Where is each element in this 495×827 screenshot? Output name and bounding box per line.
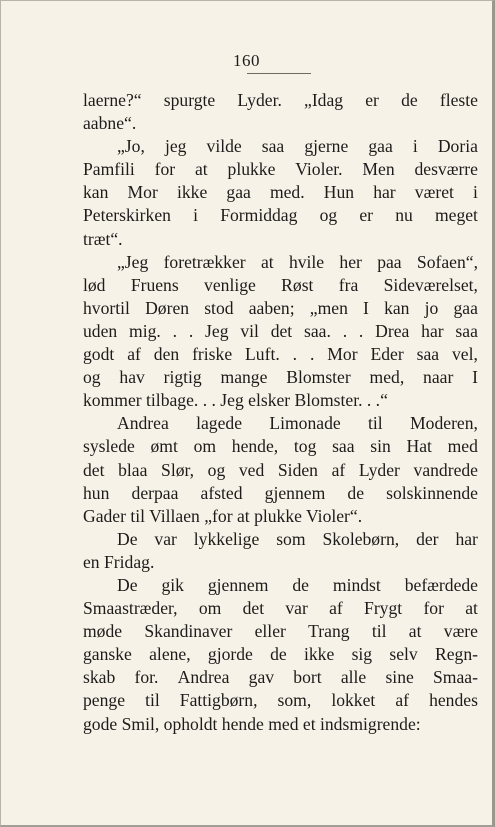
paragraph	[83, 89, 478, 135]
body-text	[83, 89, 478, 736]
text-line: gode Smil, opholdt hende med et indsmigrende:	[83, 713, 421, 734]
text-line: De gik gjennem de mindst befærdede	[117, 574, 478, 595]
text-line: ganske alene, gjorde de ikke sig selv Regn-	[83, 644, 478, 665]
paragraph	[83, 574, 478, 736]
text-line: kan Mor ikke gaa med. Hun har været i	[83, 182, 478, 203]
paragraph	[83, 251, 478, 413]
text-line: det blaa Slør, og ved Siden af Lyder vandrede	[83, 459, 478, 480]
text-line: „Jeg foretrækker at hvile her paa Sofaen“,	[117, 251, 478, 272]
paragraph	[83, 528, 478, 574]
text-line: møde Skandinaver eller Trang til at være	[83, 621, 478, 642]
paragraph	[83, 412, 478, 527]
text-line: Peterskirken i Formiddag og er nu meget	[83, 205, 478, 226]
text-line: Andrea lagede Limonade til Moderen,	[117, 413, 478, 434]
text-line: hun derpaa afsted gjennem de solskinnende	[83, 482, 478, 503]
text-line: træt“.	[83, 228, 123, 249]
text-line: kommer tilbage. . . Jeg elsker Blomster. . .“	[83, 390, 388, 411]
paragraph	[83, 135, 478, 250]
text-line: godt af den friske Luft. . . Mor Eder saa vel,	[83, 344, 478, 365]
text-line: syslede ømt om hende, tog saa sin Hat med	[83, 436, 478, 457]
text-line: De var lykkelige som Skolebørn, der har	[117, 528, 478, 549]
text-line: en Fridag.	[83, 551, 155, 572]
text-line: uden mig. . . Jeg vil det saa. . . Drea har saa	[83, 320, 478, 341]
header-rule	[247, 73, 311, 74]
text-line: lød Fruens venlige Røst fra Sideværelset,	[83, 274, 478, 295]
text-line: Pamfili for at plukke Violer. Men desværre	[83, 159, 478, 180]
text-line: Smaastræder, om det var af Frygt for at	[83, 598, 478, 619]
page-number: 160	[233, 51, 260, 70]
text-line: Gader til Villaen „for at plukke Violer“.	[83, 505, 363, 526]
text-line: skab for. Andrea gav bort alle sine Smaa-	[83, 667, 478, 688]
text-line: aabne“.	[83, 113, 137, 134]
text-line: „Jo, jeg vilde saa gjerne gaa i Doria	[117, 136, 478, 157]
text-line: laerne?“ spurgte Lyder. „Idag er de fleste	[83, 90, 478, 110]
text-line: og hav rigtig mange Blomster med, naar I	[83, 367, 478, 388]
text-line: hvortil Døren stod aaben; „men I kan jo gaa	[83, 297, 478, 318]
text-line: penge til Fattigbørn, som, lokket af hendes	[83, 690, 478, 711]
